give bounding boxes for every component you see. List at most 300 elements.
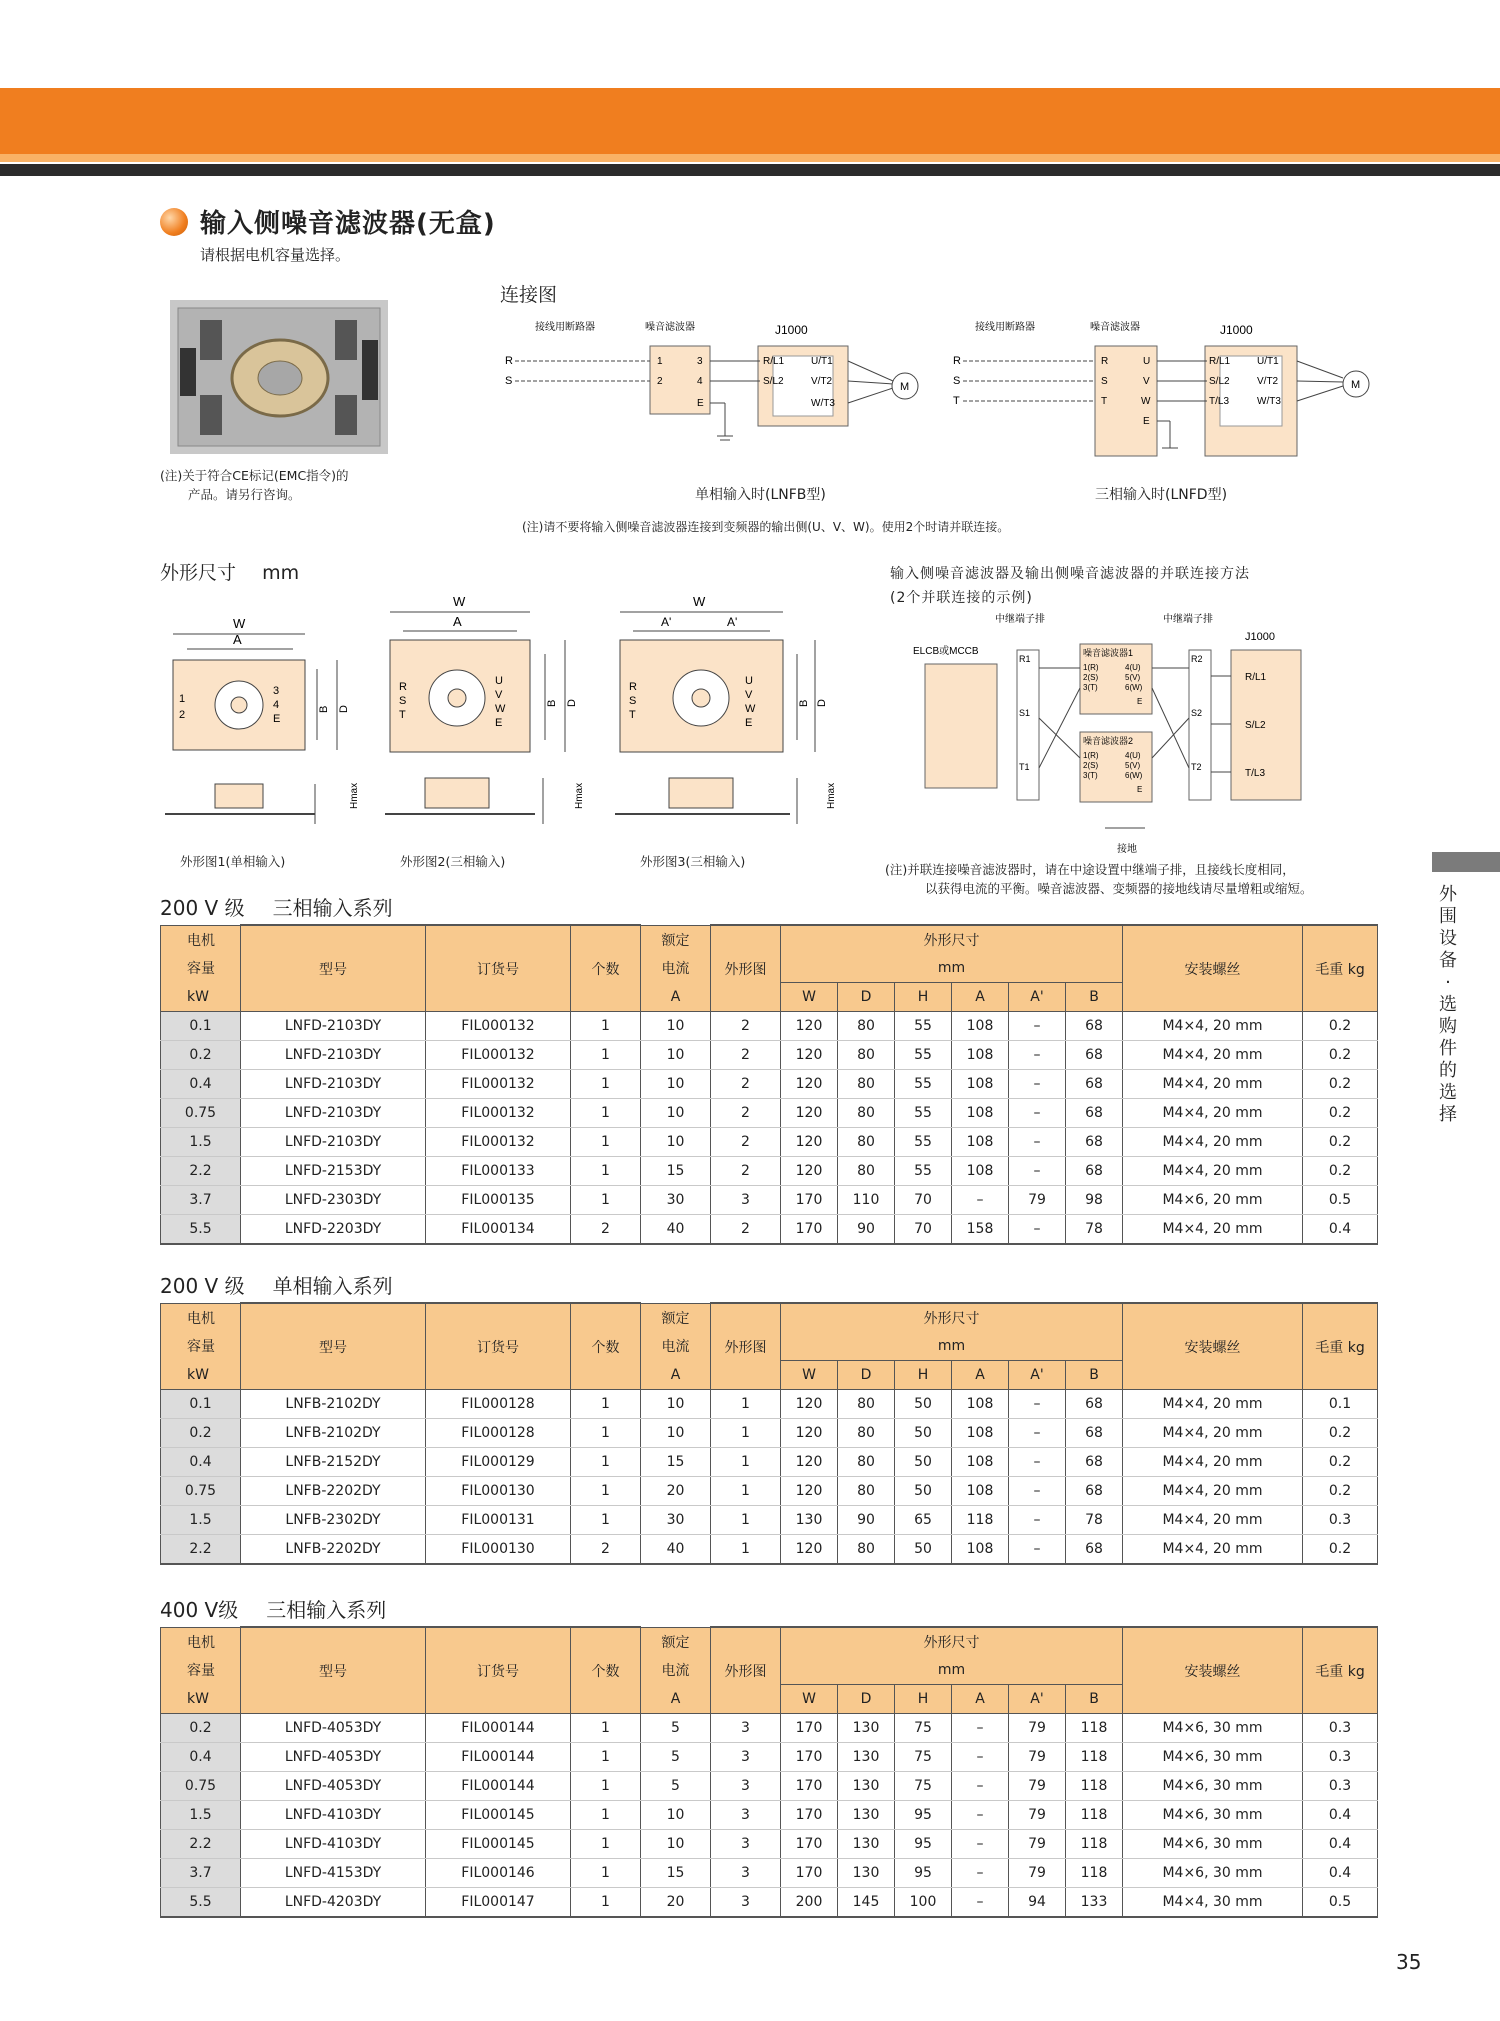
header-dim-col: A <box>952 983 1009 1012</box>
svg-text:5(V): 5(V) <box>1125 761 1141 770</box>
table-cell: – <box>952 1888 1009 1918</box>
wiring-caption-single: 单相输入时(LNFB型) <box>695 487 826 503</box>
header-kw: 电机 <box>161 1303 241 1332</box>
header-screw: 安装螺丝 <box>1123 1303 1303 1390</box>
header-dim-col: H <box>895 983 952 1012</box>
header-dim-col: H <box>895 1361 952 1390</box>
table-cell: 1 <box>571 1830 641 1859</box>
table-cell: 108 <box>952 1535 1009 1565</box>
single-motor: M <box>900 381 910 393</box>
table-cell: 68 <box>1066 1477 1123 1506</box>
table-cell: 94 <box>1009 1888 1066 1918</box>
table-cell: 0.2 <box>1303 1128 1378 1157</box>
table-cell: FIL000130 <box>426 1477 571 1506</box>
header-order: 订货号 <box>426 1303 571 1390</box>
table-cell: 120 <box>781 1535 838 1565</box>
table-cell: – <box>952 1772 1009 1801</box>
table-cell: 80 <box>838 1157 895 1186</box>
svg-text:A: A <box>233 632 242 647</box>
svg-text:中继端子排: 中继端子排 <box>1163 614 1213 625</box>
table-cell: 68 <box>1066 1157 1123 1186</box>
header-dim-unit: mm <box>781 954 1123 983</box>
svg-text:S: S <box>399 695 407 707</box>
svg-text:R/L1: R/L1 <box>1245 672 1267 683</box>
svg-text:T1: T1 <box>1019 762 1030 772</box>
table-cell: 55 <box>895 1041 952 1070</box>
table-row <box>161 1041 1378 1070</box>
table-cell: FIL000128 <box>426 1419 571 1448</box>
table-cell: 1 <box>571 1099 641 1128</box>
three-filter-out-u: U <box>1143 356 1151 367</box>
table-cell: LNFD-4053DY <box>241 1714 426 1743</box>
svg-text:2(S): 2(S) <box>1083 761 1099 770</box>
header-dim: 外形尺寸 <box>781 1627 1123 1656</box>
table-cell: FIL000146 <box>426 1859 571 1888</box>
svg-text:E: E <box>495 717 503 729</box>
table-cell: FIL000134 <box>426 1215 571 1245</box>
table-cell: 0.1 <box>161 1012 241 1041</box>
table-cell: – <box>952 1743 1009 1772</box>
table-cell: 3 <box>711 1859 781 1888</box>
table-cell: – <box>952 1186 1009 1215</box>
table-cell: 1 <box>571 1801 641 1830</box>
svg-text:E: E <box>745 717 753 729</box>
wiring-drive-label-1: J1000 <box>775 323 808 337</box>
table-cell: M4×4, 20 mm <box>1123 1215 1303 1245</box>
table-cell: 118 <box>1066 1859 1123 1888</box>
table-cell: 10 <box>641 1099 711 1128</box>
table-cell: 108 <box>952 1477 1009 1506</box>
table-cell: 200 <box>781 1888 838 1918</box>
table-cell: LNFD-2203DY <box>241 1215 426 1245</box>
table-cell: 80 <box>838 1419 895 1448</box>
table-cell: 0.1 <box>161 1390 241 1419</box>
svg-text:A: A <box>453 614 462 629</box>
header-current: A <box>641 1361 711 1390</box>
outline-figure-1 <box>165 594 365 839</box>
table-row <box>161 1012 1378 1041</box>
table-cell: – <box>1009 1506 1066 1535</box>
table-cell: 2 <box>711 1099 781 1128</box>
svg-text:V: V <box>745 689 753 701</box>
table-cell: LNFD-4103DY <box>241 1801 426 1830</box>
table-1-title: 200 V 级 三相输入系列 <box>160 896 393 920</box>
table-cell: 170 <box>781 1215 838 1245</box>
table-cell: M4×4, 20 mm <box>1123 1535 1303 1565</box>
table-cell: FIL000132 <box>426 1099 571 1128</box>
header-dim-col: A <box>952 1685 1009 1714</box>
table-cell: 55 <box>895 1012 952 1041</box>
table-cell: FIL000132 <box>426 1128 571 1157</box>
svg-text:4(U): 4(U) <box>1125 751 1141 760</box>
table-cell: LNFB-2152DY <box>241 1448 426 1477</box>
table-cell: 1 <box>571 1041 641 1070</box>
header-dim-col: A <box>952 1361 1009 1390</box>
three-drive-in-1: R/L1 <box>1209 356 1231 367</box>
parallel-title: 输入侧噪音滤波器及输出侧噪音滤波器的并联连接方法 (2个并联连接的示例) <box>890 566 1250 606</box>
table-cell: 80 <box>838 1012 895 1041</box>
table-cell: 2.2 <box>161 1830 241 1859</box>
table-cell: 120 <box>781 1070 838 1099</box>
table-cell: LNFD-2103DY <box>241 1128 426 1157</box>
table-row <box>161 1859 1378 1888</box>
table-cell: 0.2 <box>1303 1535 1378 1565</box>
header-qty: 个数 <box>571 925 641 1012</box>
table-cell: M4×4, 20 mm <box>1123 1448 1303 1477</box>
svg-text:噪音滤波器1: 噪音滤波器1 <box>1083 648 1134 658</box>
table-cell: 1.5 <box>161 1801 241 1830</box>
table-cell: 0.3 <box>1303 1714 1378 1743</box>
svg-text:R: R <box>399 681 407 693</box>
table-cell: 75 <box>895 1743 952 1772</box>
table-cell: 1 <box>711 1390 781 1419</box>
table-cell: 120 <box>781 1099 838 1128</box>
table-cell: FIL000132 <box>426 1041 571 1070</box>
table-cell: M4×4, 20 mm <box>1123 1477 1303 1506</box>
three-filter-out-w: W <box>1141 396 1151 407</box>
table-cell: 78 <box>1066 1215 1123 1245</box>
table-cell: FIL000144 <box>426 1714 571 1743</box>
table-cell: 2 <box>711 1215 781 1245</box>
table-cell: – <box>952 1830 1009 1859</box>
svg-text:W: W <box>495 703 506 715</box>
table-cell: 120 <box>781 1390 838 1419</box>
single-filter-in-1: 1 <box>657 356 663 367</box>
header-current: A <box>641 1685 711 1714</box>
single-drive-in-2: S/L2 <box>763 376 784 387</box>
single-filter-in-2: 2 <box>657 376 663 387</box>
table-cell: 0.4 <box>1303 1801 1378 1830</box>
table-cell: 0.2 <box>161 1041 241 1070</box>
svg-text:B: B <box>318 705 330 713</box>
table-cell: 3 <box>711 1830 781 1859</box>
table-row <box>161 1157 1378 1186</box>
table-cell: M4×6, 30 mm <box>1123 1859 1303 1888</box>
table-cell: 120 <box>781 1012 838 1041</box>
table-cell: 1 <box>571 1157 641 1186</box>
table-cell: 108 <box>952 1157 1009 1186</box>
header-model: 型号 <box>241 1303 426 1390</box>
table-cell: – <box>952 1859 1009 1888</box>
table-cell: – <box>1009 1419 1066 1448</box>
table-cell: M4×4, 20 mm <box>1123 1157 1303 1186</box>
table-cell: LNFB-2102DY <box>241 1419 426 1448</box>
header-model: 型号 <box>241 1627 426 1714</box>
table-cell: 68 <box>1066 1448 1123 1477</box>
header-kw: 容量 <box>161 954 241 983</box>
table-3-title: 400 V级 三相输入系列 <box>160 1598 387 1622</box>
svg-text:E: E <box>1137 785 1143 794</box>
svg-text:4(U): 4(U) <box>1125 663 1141 672</box>
svg-text:1(R): 1(R) <box>1083 663 1099 672</box>
table-cell: 108 <box>952 1390 1009 1419</box>
table-cell: 130 <box>838 1830 895 1859</box>
wiring-filter-label-2: 噪音滤波器 <box>1090 322 1140 333</box>
header-current: A <box>641 983 711 1012</box>
svg-text:Hmax: Hmax <box>574 782 585 809</box>
table-cell: 95 <box>895 1859 952 1888</box>
svg-text:R: R <box>629 681 637 693</box>
svg-text:Hmax: Hmax <box>349 782 360 809</box>
figure-3-caption: 外形图3(三相输入) <box>640 854 746 869</box>
table-cell: LNFD-2103DY <box>241 1041 426 1070</box>
table-cell: 2 <box>711 1041 781 1070</box>
table-cell: M4×4, 20 mm <box>1123 1099 1303 1128</box>
table-cell: 2 <box>711 1012 781 1041</box>
table-cell: 5 <box>641 1772 711 1801</box>
table-row <box>161 1714 1378 1743</box>
table-cell: 68 <box>1066 1012 1123 1041</box>
parallel-diagram <box>905 608 1325 858</box>
single-filter-out-4: 4 <box>697 376 703 387</box>
table-cell: 3.7 <box>161 1859 241 1888</box>
svg-text:D: D <box>566 699 578 707</box>
header-dim-col: B <box>1066 1361 1123 1390</box>
single-input-s: S <box>505 375 513 387</box>
table-cell: 1 <box>711 1477 781 1506</box>
figure-2-caption: 外形图2(三相输入) <box>400 854 506 869</box>
table-cell: 5.5 <box>161 1888 241 1918</box>
single-drive-out-2: V/T2 <box>811 376 833 387</box>
dimensions-title: 外形尺寸 mm <box>160 562 300 584</box>
table-cell: FIL000129 <box>426 1448 571 1477</box>
table-cell: 0.75 <box>161 1772 241 1801</box>
table-cell: 78 <box>1066 1506 1123 1535</box>
table-cell: 3 <box>711 1186 781 1215</box>
table-cell: M4×4, 20 mm <box>1123 1128 1303 1157</box>
section-subtitle: 请根据电机容量选择。 <box>200 246 351 264</box>
header-kw: kW <box>161 1685 241 1714</box>
wiring-breaker-label-1: 接线用断路器 <box>535 322 595 333</box>
table-cell: 0.4 <box>1303 1859 1378 1888</box>
table-cell: 5 <box>641 1714 711 1743</box>
table-cell: 130 <box>838 1859 895 1888</box>
svg-text:3: 3 <box>273 685 280 697</box>
table-cell: 170 <box>781 1830 838 1859</box>
header-band <box>0 88 1500 154</box>
table-cell: 55 <box>895 1099 952 1128</box>
table-cell: 0.2 <box>1303 1448 1378 1477</box>
header-dim-col: W <box>781 983 838 1012</box>
table-cell: 3 <box>711 1743 781 1772</box>
table-cell: 3 <box>711 1801 781 1830</box>
three-input-r: R <box>953 355 961 367</box>
table-cell: – <box>1009 1099 1066 1128</box>
table-cell: 15 <box>641 1859 711 1888</box>
three-filter-out-e: E <box>1143 416 1150 427</box>
table-cell: 2 <box>711 1070 781 1099</box>
three-filter-out-v: V <box>1143 376 1150 387</box>
table-cell: 5 <box>641 1743 711 1772</box>
table-cell: 0.2 <box>1303 1419 1378 1448</box>
header-dim-col: H <box>895 1685 952 1714</box>
table-row <box>161 1743 1378 1772</box>
table-cell: FIL000145 <box>426 1801 571 1830</box>
table-cell: 1 <box>711 1419 781 1448</box>
table-cell: 0.2 <box>1303 1070 1378 1099</box>
table-cell: 20 <box>641 1477 711 1506</box>
wiring-note: (注)请不要将输入侧噪音滤波器连接到变频器的输出侧(U、V、W)。使用2个时请并联连接。 <box>522 520 1010 534</box>
header-current: 电流 <box>641 1332 711 1361</box>
table-cell: 79 <box>1009 1859 1066 1888</box>
table-cell: FIL000135 <box>426 1186 571 1215</box>
table-cell: 120 <box>781 1128 838 1157</box>
table-cell: 10 <box>641 1830 711 1859</box>
header-order: 订货号 <box>426 1627 571 1714</box>
table-cell: – <box>1009 1128 1066 1157</box>
three-drive-in-3: T/L3 <box>1209 396 1230 407</box>
table-cell: 20 <box>641 1888 711 1918</box>
header-current: 电流 <box>641 954 711 983</box>
table-cell: 3.7 <box>161 1186 241 1215</box>
table-cell: 108 <box>952 1448 1009 1477</box>
table-cell: 40 <box>641 1215 711 1245</box>
header-dim-col: B <box>1066 983 1123 1012</box>
table-cell: 79 <box>1009 1772 1066 1801</box>
table-cell: – <box>1009 1535 1066 1565</box>
spec-table-2 <box>160 1302 1378 1565</box>
table-header-row <box>161 1627 1378 1656</box>
table-row <box>161 1477 1378 1506</box>
table-cell: 79 <box>1009 1801 1066 1830</box>
header-kw: kW <box>161 983 241 1012</box>
table-cell: 118 <box>1066 1714 1123 1743</box>
header-dim-col: B <box>1066 1685 1123 1714</box>
table-cell: 158 <box>952 1215 1009 1245</box>
table-cell: M4×6, 30 mm <box>1123 1830 1303 1859</box>
table-cell: – <box>1009 1448 1066 1477</box>
wiring-filter-label-1: 噪音滤波器 <box>645 322 695 333</box>
table-cell: 70 <box>895 1215 952 1245</box>
table-cell: 130 <box>838 1714 895 1743</box>
table-row <box>161 1888 1378 1918</box>
table-cell: 0.4 <box>161 1448 241 1477</box>
table-cell: FIL000145 <box>426 1830 571 1859</box>
table-cell: 120 <box>781 1041 838 1070</box>
table-cell: 68 <box>1066 1099 1123 1128</box>
section-bullet-icon <box>160 208 188 236</box>
header-screw: 安装螺丝 <box>1123 1627 1303 1714</box>
single-filter-out-e: E <box>697 398 704 409</box>
table-cell: 40 <box>641 1535 711 1565</box>
table-cell: M4×4, 20 mm <box>1123 1419 1303 1448</box>
three-drive-in-2: S/L2 <box>1209 376 1230 387</box>
table-cell: 30 <box>641 1186 711 1215</box>
table-cell: LNFB-2202DY <box>241 1535 426 1565</box>
svg-text:中继端子排: 中继端子排 <box>995 614 1045 625</box>
table-cell: 68 <box>1066 1128 1123 1157</box>
header-dim-unit: mm <box>781 1656 1123 1685</box>
table-cell: 1 <box>571 1448 641 1477</box>
wiring-diagram <box>505 316 1405 516</box>
table-cell: M4×4, 20 mm <box>1123 1506 1303 1535</box>
table-cell: 1 <box>711 1535 781 1565</box>
table-cell: 1 <box>571 1012 641 1041</box>
header-kw: 电机 <box>161 1627 241 1656</box>
table-cell: 1 <box>571 1714 641 1743</box>
table-cell: 118 <box>1066 1743 1123 1772</box>
table-cell: LNFD-4053DY <box>241 1772 426 1801</box>
table-cell: 0.5 <box>1303 1888 1378 1918</box>
header-kw: 电机 <box>161 925 241 954</box>
table-cell: 50 <box>895 1390 952 1419</box>
spec-table-1 <box>160 924 1378 1245</box>
table-cell: 0.2 <box>1303 1099 1378 1128</box>
table-row <box>161 1448 1378 1477</box>
table-cell: 50 <box>895 1477 952 1506</box>
svg-text:6(W): 6(W) <box>1125 683 1143 692</box>
table-cell: 0.2 <box>1303 1012 1378 1041</box>
table-cell: 15 <box>641 1157 711 1186</box>
svg-text:Hmax: Hmax <box>826 782 837 809</box>
table-cell: 133 <box>1066 1888 1123 1918</box>
table-cell: 50 <box>895 1535 952 1565</box>
svg-text:3(T): 3(T) <box>1083 771 1098 780</box>
table-cell: 80 <box>838 1041 895 1070</box>
table-cell: 108 <box>952 1041 1009 1070</box>
header-dim-col: A' <box>1009 983 1066 1012</box>
header-qty: 个数 <box>571 1627 641 1714</box>
svg-text:S: S <box>629 695 637 707</box>
table-row <box>161 1215 1378 1245</box>
table-cell: LNFD-4153DY <box>241 1859 426 1888</box>
table-cell: 10 <box>641 1070 711 1099</box>
header-dim-col: D <box>838 1685 895 1714</box>
table-cell: 120 <box>781 1419 838 1448</box>
table-cell: 75 <box>895 1714 952 1743</box>
svg-text:B: B <box>546 699 558 707</box>
table-cell: M4×4, 20 mm <box>1123 1070 1303 1099</box>
table-cell: 95 <box>895 1830 952 1859</box>
table-cell: 90 <box>838 1215 895 1245</box>
header-weight: 毛重 kg <box>1303 1303 1378 1390</box>
table-cell: 10 <box>641 1012 711 1041</box>
table-cell: 10 <box>641 1128 711 1157</box>
table-row <box>161 1830 1378 1859</box>
table-cell: 68 <box>1066 1041 1123 1070</box>
header-dim: 外形尺寸 <box>781 925 1123 954</box>
single-filter-out-3: 3 <box>697 356 703 367</box>
header-current: 额定 <box>641 1627 711 1656</box>
table-cell: 1 <box>571 1419 641 1448</box>
svg-text:D: D <box>338 705 350 713</box>
table-cell: 1 <box>571 1477 641 1506</box>
three-filter-in-t: T <box>1101 396 1108 407</box>
table-header-row <box>161 925 1378 954</box>
three-drive-out-1: U/T1 <box>1257 356 1279 367</box>
single-input-r: R <box>505 355 513 367</box>
svg-text:R2: R2 <box>1191 654 1203 664</box>
table-row <box>161 1186 1378 1215</box>
svg-text:T/L3: T/L3 <box>1245 768 1266 779</box>
table-cell: LNFD-2103DY <box>241 1099 426 1128</box>
table-cell: FIL000132 <box>426 1070 571 1099</box>
table-cell: 170 <box>781 1801 838 1830</box>
table-cell: 55 <box>895 1070 952 1099</box>
table-cell: 0.3 <box>1303 1772 1378 1801</box>
header-kw: kW <box>161 1361 241 1390</box>
table-cell: LNFD-4053DY <box>241 1743 426 1772</box>
table-cell: 0.75 <box>161 1477 241 1506</box>
svg-text:2: 2 <box>179 709 186 721</box>
three-filter-in-r: R <box>1101 356 1109 367</box>
table-cell: 1 <box>571 1128 641 1157</box>
table-cell: 0.2 <box>1303 1041 1378 1070</box>
table-cell: 98 <box>1066 1186 1123 1215</box>
table-cell: 1 <box>571 1390 641 1419</box>
table-cell: 108 <box>952 1099 1009 1128</box>
table-cell: FIL000133 <box>426 1157 571 1186</box>
